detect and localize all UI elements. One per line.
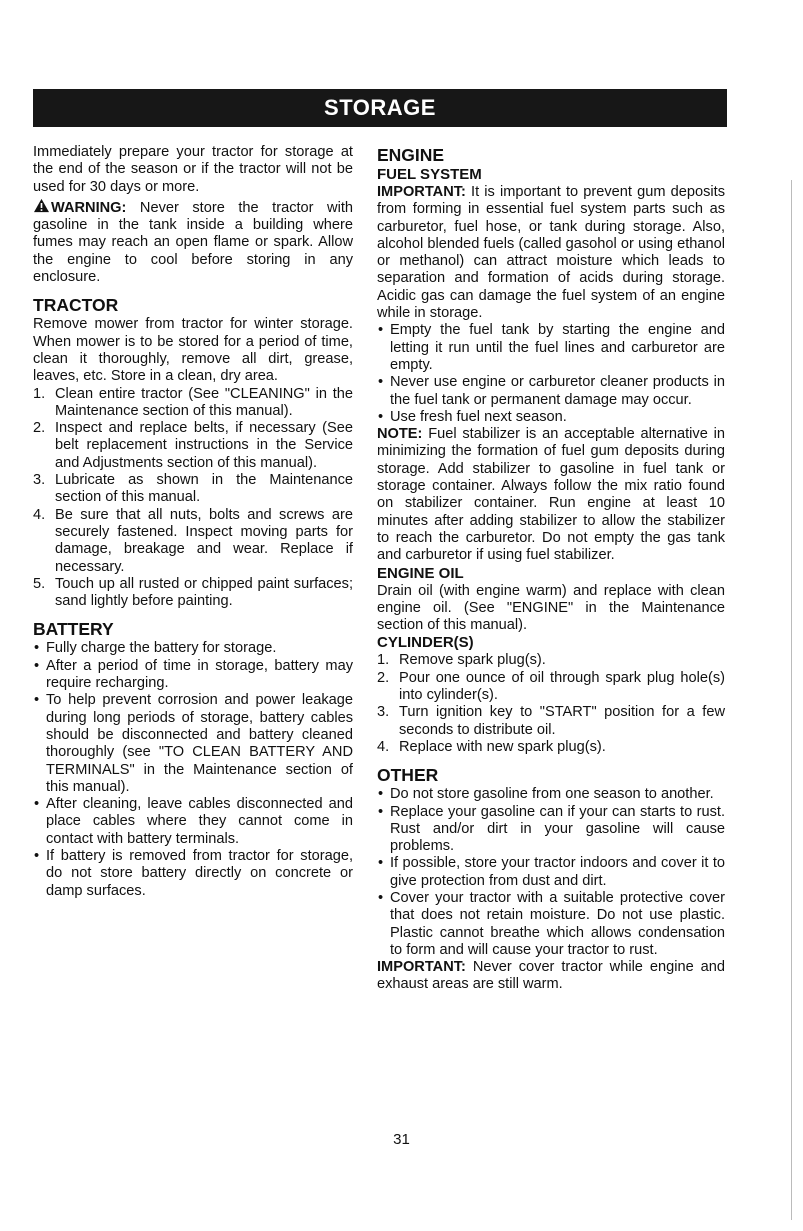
list-item: • Never use engine or carburetor cleaner products in the fuel tank or permanent damage may occur. <box>377 374 725 409</box>
banner-title: STORAGE <box>324 95 436 120</box>
other-list <box>377 786 725 959</box>
warning-paragraph <box>33 198 353 286</box>
battery-heading: BATTERY <box>33 619 114 640</box>
list-item: • Replace your gasoline can if your can starts to rust. Rust and/or dirt in your gasoline will cause problems. <box>377 804 725 856</box>
list-item: 2. Pour one ounce of oil through spark plug hole(s) into cylinder(s). <box>377 669 725 704</box>
note-label: NOTE: <box>377 426 423 443</box>
engine-oil-paragraph: Drain oil (with engine warm) and replace with clean engine oil. (See "ENGINE" in the Maintenance section of this manual). <box>377 582 725 634</box>
list-item: • Cover your tractor with a suitable protective cover that does not retain moisture. Do not use plastic. Plastic cannot breathe which allows condensation to form and will cause your tractor to rust. <box>377 890 725 959</box>
note-paragraph: NOTE: Fuel stabilizer is an acceptable alternative in minimizing the formation of fuel gum deposits during storage. Add stabilizer to gasoline in fuel tank or storage container. Always follow the mix ratio found on stabilizer container. Run engine at least 10 minutes after adding stabilizer to allow the stabilizer to reach the carburetor. Do not empty the gas tank and carburetor if using fuel stabilizer. <box>377 426 725 564</box>
battery-list <box>33 640 353 899</box>
tractor-paragraph: Remove mower from tractor for winter storage. When mower is to be stored for a period of time, clean it thoroughly, remove all dirt, grease, leaves, etc. Store in a clean, dry area. <box>33 316 353 385</box>
list-item: 4. Be sure that all nuts, bolts and screws are securely fastened. Inspect moving parts for damage, breakage and wear. Replace if necessary. <box>33 506 353 575</box>
page-edge-divider <box>791 180 792 1220</box>
warning-label: WARNING: <box>51 199 127 216</box>
engine-heading: ENGINE <box>377 145 445 165</box>
intro-paragraph: Immediately prepare your tractor for storage at the end of the season or if the tractor will not be used for 30 days or more. <box>33 144 353 195</box>
fuel-paragraph: IMPORTANT: It is important to prevent gum deposits from forming in essential fuel system parts such as carburetor, fuel hose, or tank during storage. Also, alcohol blended fuels (called gasohol or using ethanol or methanol) can attract moisture which leads to separation and formation of acids during storage. Acidic gas can damage the fuel system of an engine while in storage. <box>377 184 725 322</box>
list-item: • To help prevent corrosion and power leakage during long periods of storage, battery cables should be disconnected and battery cleaned thoroughly (see "TO CLEAN BATTERY AND TERMINALS" in the Maintenance section of this manual). <box>33 692 353 796</box>
list-item: 3. Turn ignition key to "START" position for a few seconds to distribute oil. <box>377 704 725 738</box>
list-item: 4. Replace with new spark plug(s). <box>377 738 606 755</box>
warning-text: Never store the tractor with gasoline in the tank inside a building where fumes may reach an open flame or spark. Allow the engine to cool before storing in any enclosure. <box>33 199 353 286</box>
warning-triangle-icon <box>33 198 50 213</box>
fuel-list <box>377 322 725 426</box>
list-item: 1. Clean entire tractor (See "CLEANING" in the Maintenance section of this manual). <box>33 385 353 419</box>
list-item: • Fully charge the battery for storage. <box>33 640 353 657</box>
list-item: • After a period of time in storage, battery may require recharging. <box>33 658 353 693</box>
tractor-heading: TRACTOR <box>33 295 119 316</box>
list-item: 2. Inspect and replace belts, if necessary (See belt replacement instructions in the Service and Adjustments section of this manual). <box>33 420 353 471</box>
important-label: IMPORTANT: <box>377 184 466 200</box>
fuel-system-heading: FUEL SYSTEM <box>377 166 482 183</box>
important-label: IMPORTANT: <box>377 959 466 976</box>
cylinders-heading: CYLINDER(S) <box>377 634 474 652</box>
important-warm-paragraph: IMPORTANT: Never cover tractor while engine and exhaust areas are still warm. <box>377 959 725 993</box>
tractor-steps-list <box>33 386 353 611</box>
list-item: • Do not store gasoline from one season to another. <box>377 786 725 803</box>
section-banner <box>33 89 727 127</box>
list-item: • If battery is removed from tractor for storage, do not store battery directly on concrete or damp surfaces. <box>33 848 353 900</box>
page-number: 31 <box>393 1131 410 1148</box>
list-item: • Empty the fuel tank by starting the engine and letting it run until the fuel lines and carburetor are empty. <box>377 322 725 374</box>
list-item: • After cleaning, leave cables disconnected and place cables where they cannot come in contact with battery terminals. <box>33 796 353 848</box>
list-item: • Use fresh fuel next season. <box>377 409 725 426</box>
list-item: • If possible, store your tractor indoors and cover it to give protection from dust and dirt. <box>377 855 725 890</box>
cylinder-steps-list <box>377 652 725 756</box>
list-item: 3. Lubricate as shown in the Maintenance section of this manual. <box>33 472 353 506</box>
left-column <box>33 144 353 900</box>
engine-oil-heading: ENGINE OIL <box>377 564 464 582</box>
other-heading: OTHER <box>377 765 439 786</box>
list-item: 1. Remove spark plug(s). <box>377 652 546 669</box>
right-column <box>377 144 725 994</box>
list-item: 5. Touch up all rusted or chipped paint surfaces; sand lightly before painting. <box>33 575 353 610</box>
